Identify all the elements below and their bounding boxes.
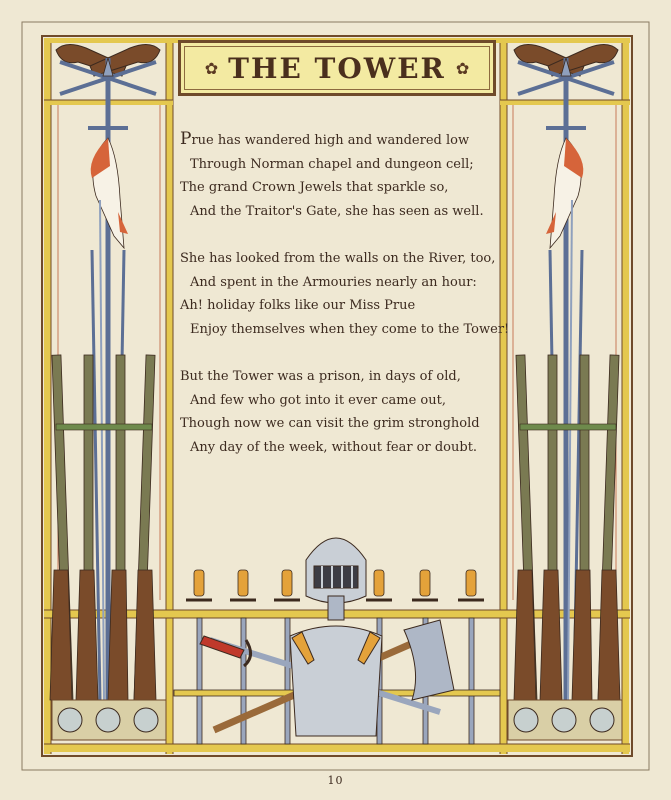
poem-line: Through Norman chapel and dungeon cell; [190,156,474,172]
poem-line: And spent in the Armouries nearly an hour: [190,274,477,290]
stanza-3 [180,365,498,459]
title-plate [178,40,496,96]
rosette-icon: ✿ [204,58,219,78]
poem-line: Though now we can visit the grim stronghold [180,416,480,431]
poem-line: And the Traitor's Gate, she has seen as well. [190,203,484,219]
poem-line: Prue has wandered high and wandered low [180,129,470,149]
page-title: THE TOWER [228,51,446,85]
poem-line: Ah! holiday folks like our Miss Prue [180,298,416,313]
rosette-icon: ✿ [455,58,470,78]
weapon-stack-right [508,58,622,740]
stanza-1 [180,128,498,223]
poem-line: Any day of the week, without fear or doubt. [190,439,478,455]
poem-line: But the Tower was a prison, in days of old, [180,369,461,384]
stanza-2 [180,247,510,341]
poem-line: Enjoy themselves when they come to the Tower! [190,321,510,337]
weapon-stack-left [50,58,166,740]
poem-line: She has looked from the walls on the River, too, [180,251,496,266]
poem-line: The grand Crown Jewels that sparkle so, [180,180,449,195]
page-number: 10 [327,774,344,787]
poem-text [180,128,510,483]
armour-suit [290,538,382,736]
poem-line: And few who got into it ever came out, [190,392,446,408]
